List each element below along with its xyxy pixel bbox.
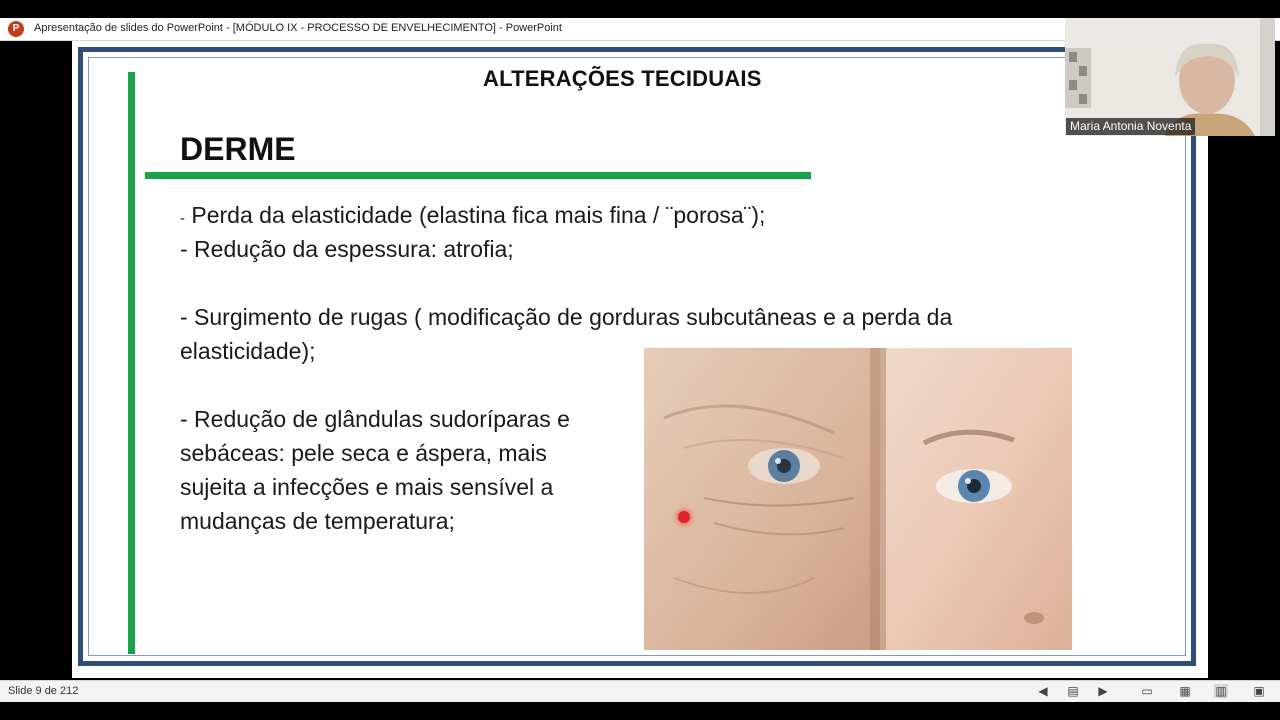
bullet-dash: - (180, 210, 185, 227)
bullet-glands: - Redução de glândulas sudoríparas e (180, 406, 570, 432)
bullet-thickness: - Redução da espessura: atrofia; (180, 236, 514, 262)
slide-grid-icon[interactable]: ▤ (1067, 684, 1079, 698)
previous-icon[interactable]: ◀ (1038, 684, 1048, 698)
aging-faces-photo (644, 348, 1072, 650)
bullet-glands-cont-1: sebáceas: pele seca e áspera, mais (180, 440, 547, 466)
bullet-glands-cont-3: mudanças de temperatura; (180, 508, 455, 534)
section-heading: DERME (180, 131, 296, 167)
bullet-elasticity (180, 198, 765, 236)
laser-pointer (678, 511, 690, 523)
slide-title: ALTERAÇÕES TECIDUAIS (483, 66, 762, 91)
bullet-wrinkles: - Surgimento de rugas ( modificação de gorduras subcutâneas e a perda da (180, 304, 953, 330)
participant-name-label: Maria Antonia Noventa (1066, 118, 1195, 135)
powerpoint-app-icon[interactable]: P (8, 21, 24, 37)
normal-view-icon[interactable]: ▭ (1141, 684, 1153, 698)
bullet-glands-cont-2: sujeita a infecções e mais sensível a (180, 474, 554, 500)
green-vertical-bar (128, 72, 135, 654)
slide-sorter-icon[interactable]: ▦ (1179, 684, 1191, 698)
next-icon[interactable]: ▶ (1098, 684, 1108, 698)
bullet-wrinkles-cont: elasticidade); (180, 338, 316, 364)
bullet-text: Perda da elasticidade (elastina fica mais fina / ¨porosa¨); (185, 202, 766, 228)
slideshow-icon[interactable]: ▣ (1253, 684, 1265, 698)
status-bar (0, 680, 1280, 702)
window-title: Apresentação de slides do PowerPoint - [MÓDULO IX - PROCESSO DE ENVELHECIMENTO] - PowerPoint (34, 22, 562, 34)
green-underline-bar (145, 172, 811, 179)
reading-view-icon[interactable]: ▥ (1215, 684, 1227, 698)
slide-counter: Slide 9 de 212 (8, 685, 79, 697)
